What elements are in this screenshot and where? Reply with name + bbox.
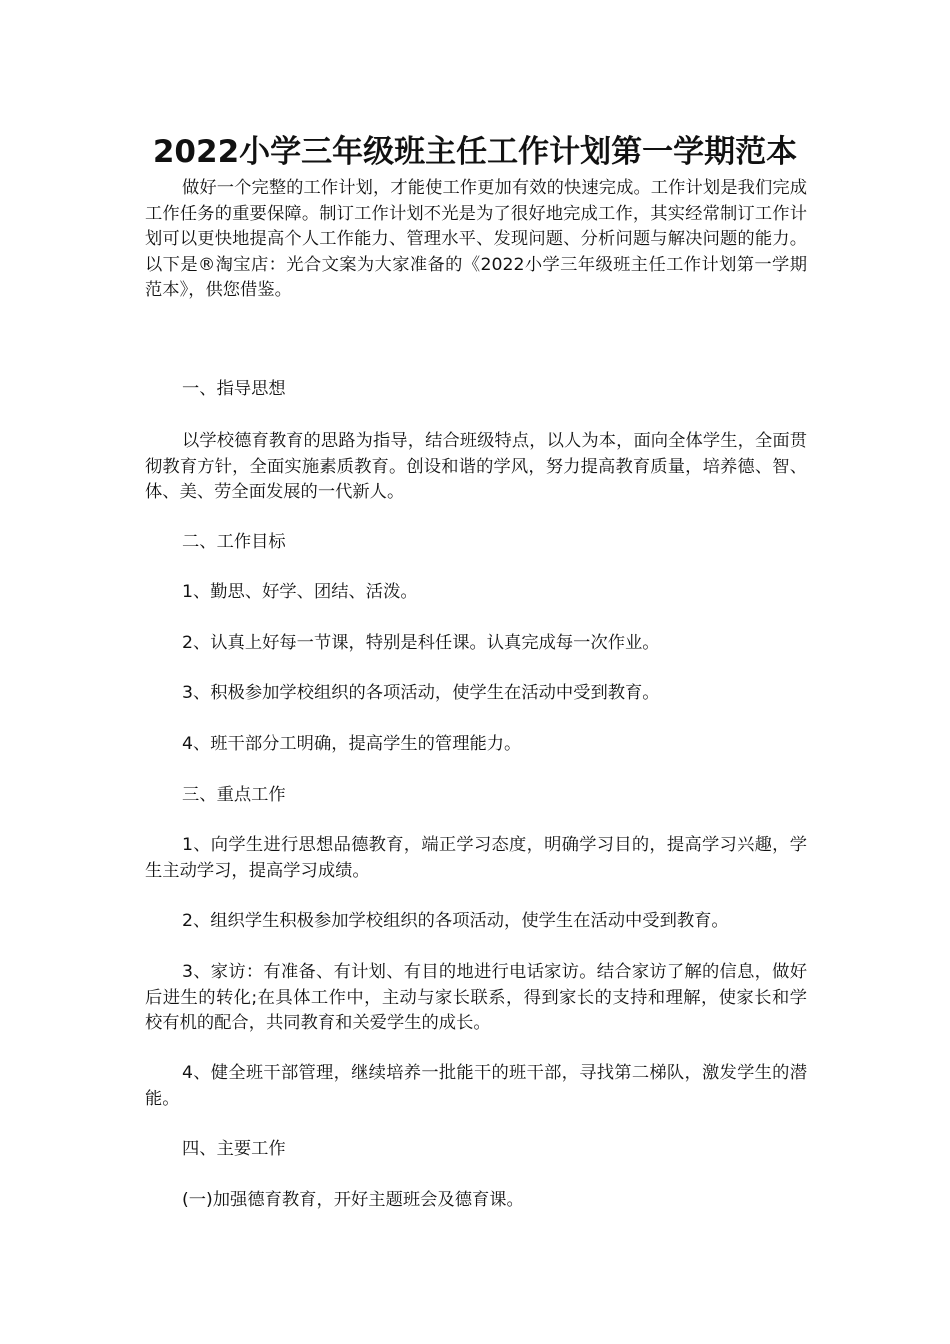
guiding-thought-paragraph: 以学校德育教育的思路为指导，结合班级特点，以人为本，面向全体学生，全面贯彻教育方针，全面实施素质教育。创设和谐的学风，努力提高教育质量，培养德、智、体、美、劳全面发展的一代新人。 (145, 431, 807, 502)
key-work-item: 1、向学生进行思想品德教育，端正学习态度，明确学习目的，提高学习兴趣，学生主动学习，提高学习成绩。 (145, 835, 807, 881)
key-work-item: 4、健全班干部管理，继续培养一批能干的班干部，寻找第二梯队，激发学生的潜能。 (145, 1063, 807, 1109)
section-heading-work-goals: 二、工作目标 (182, 532, 286, 552)
key-work-item: 2、组织学生积极参加学校组织的各项活动，使学生在活动中受到教育。 (182, 911, 729, 931)
work-goal-item: 4、班干部分工明确，提高学生的管理能力。 (182, 734, 522, 754)
key-work-item: 3、家访：有准备、有计划、有目的地进行电话家访。结合家访了解的信息，做好后进生的转化;在具体工作中，主动与家长联系，得到家长的支持和理解，使家长和学校有机的配合，共同教育和关爱学生的成长。 (145, 962, 807, 1033)
document-title: 2022小学三年级班主任工作计划第一学期范本 (152, 134, 798, 170)
intro-paragraph: 做好一个完整的工作计划，才能使工作更加有效的快速完成。工作计划是我们完成工作任务的重要保障。制订工作计划不光是为了很好地完成工作，其实经常制订工作计划可以更快地提高个人工作能力、管理水平、发现问题、分析问题与解决问题的能力。以下是®淘宝店：光合文案为大家准备的《2022小学三年级班主任工作计划第一学期范本》，供您借鉴。 (145, 178, 807, 300)
section-heading-key-work: 三、重点工作 (182, 785, 286, 805)
main-work-item: (一)加强德育教育，开好主题班会及德育课。 (182, 1190, 524, 1210)
work-goal-item: 1、勤思、好学、团结、活泼。 (182, 582, 418, 602)
section-heading-guiding-thought: 一、指导思想 (182, 379, 286, 399)
section-heading-main-work: 四、主要工作 (182, 1139, 286, 1159)
work-goal-item: 3、积极参加学校组织的各项活动，使学生在活动中受到教育。 (182, 683, 660, 703)
work-goal-item: 2、认真上好每一节课，特别是科任课。认真完成每一次作业。 (182, 633, 660, 653)
